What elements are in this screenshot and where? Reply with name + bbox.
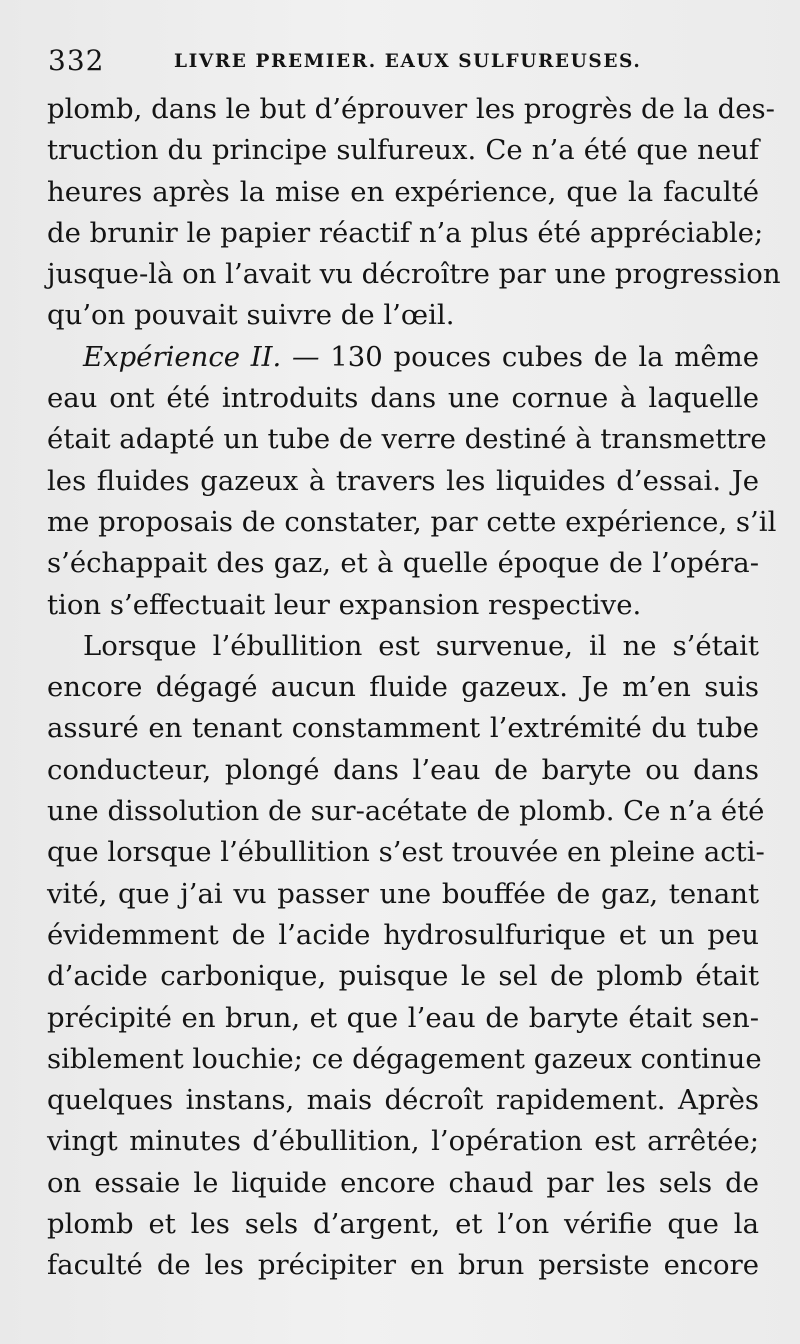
text-line: eau ont été introduits dans une cornue à laquelle [47, 382, 759, 415]
text-line: évidemment de l’acide hydrosulfurique et un peu [47, 918, 759, 951]
text-line: Lorsque l’ébullition est survenue, il ne s’était [83, 629, 759, 662]
text-line: plomb et les sels d’argent, et l’on vérifie que la [47, 1208, 759, 1241]
text-line: encore dégagé aucun fluide gazeux. Je m’en suis [47, 671, 759, 704]
text-line: tion s’effectuait leur expansion respective. [47, 588, 642, 621]
text-line: on essaie le liquide encore chaud par les sels de [47, 1166, 759, 1199]
text-line: de brunir le papier réactif n’a plus été appréciable; [47, 216, 764, 249]
text-line: jusque-là on l’avait vu décroître par une progression [47, 258, 781, 291]
text-line-experience [47, 337, 759, 378]
text-line: conducteur, plongé dans l’eau de baryte ou dans [47, 753, 759, 786]
text-line-content: 130 pouces cubes de la même [330, 340, 759, 373]
text-line: qu’on pouvait suivre de l’œil. [47, 299, 455, 332]
text-line: me proposais de constater, par cette expérience, s’il [47, 505, 777, 538]
text-line: d’acide carbonique, puisque le sel de plomb était [47, 960, 759, 993]
text-line: vité, que j’ai vu passer une bouffée de gaz, tenant [47, 877, 759, 910]
text-line: truction du principe sulfureux. Ce n’a été que neuf [47, 134, 759, 167]
text-line: que lorsque l’ébullition s’est trouvée en pleine acti- [47, 836, 765, 869]
text-line: précipité en brun, et que l’eau de baryte était sen- [47, 1001, 759, 1034]
text-line: faculté de les précipiter en brun persiste encore [47, 1249, 759, 1282]
text-line: plomb, dans le but d’éprouver les progrès de la des- [47, 93, 775, 125]
text-line: une dissolution de sur-acétate de plomb. Ce n’a été [47, 795, 765, 828]
text-line: siblement louchie; ce dégagement gazeux continue [47, 1042, 762, 1075]
page-header [48, 44, 760, 80]
text-line: s’échappait des gaz, et à quelle époque de l’opéra- [47, 547, 759, 580]
text-line: quelques instans, mais décroît rapidement. Après [47, 1084, 759, 1117]
experience-label: Expérience II. — [83, 340, 320, 373]
page-number: 332 [48, 44, 105, 77]
running-head: LIVRE PREMIER. EAUX SULFUREUSES. [174, 51, 642, 72]
text-line: vingt minutes d’ébullition, l’opération est arrêtée; [47, 1125, 759, 1158]
text-line: était adapté un tube de verre destiné à transmettre [47, 423, 767, 456]
body-text [47, 89, 781, 1319]
text-line: les fluides gazeux à travers les liquides d’essai. Je [47, 464, 759, 497]
text-line: heures après la mise en expérience, que la faculté [47, 175, 759, 208]
text-line: assuré en tenant constamment l’extrémité du tube [47, 712, 759, 745]
